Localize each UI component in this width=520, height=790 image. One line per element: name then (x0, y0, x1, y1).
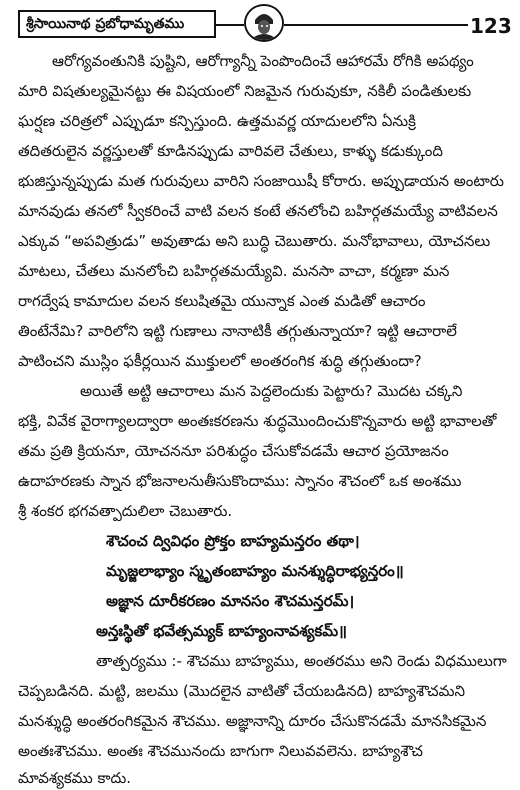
text-line: మావశ్యకము కాదు. (18, 769, 132, 787)
text-line: మారి విషతుల్యమైనట్టు ఈ విషయంలో నిజమైన గురువుకూ, నకిలీ పండితులకు (18, 82, 472, 100)
page-number: 123 (470, 14, 512, 38)
verse-line: అజ్ఞాన దూరీకరణం మానసం శౌచమన్తరమ్। (106, 592, 355, 610)
text-line: మానవుడు తనలో స్వీకరించే వాటి వలన కంటే తనలోంచి బహిర్గతమయ్యే వాటివలన (18, 202, 498, 220)
text-line: తదితరులైన వర్ణస్తులతో కూడినప్పుడు వారివలె చేతులు, కాళ్ళు కడుక్కుంది (18, 142, 443, 160)
text-line: ఘర్షణ చరిత్రలో ఎప్పుడూ కన్పిస్తుంది. ఉత్తమవర్ణ యాదులలోని ఏనుక్రి (18, 112, 416, 130)
verse-line: అన్తఃస్థితో భవేత్సమ్యక్ బాహ్యంనావశ్యకమ్॥ (96, 622, 348, 640)
verse-line: మృజ్జలాభ్యాం స్మృతంబాహ్యం మనశ్శుద్ధిరాభ్యన్తరం॥ (106, 562, 404, 580)
text-line: తమ ప్రతి క్రియనూ, యోచననూ పరిశుద్ధం చేసుకోవడమే ఆచార ప్రయోజనం (18, 442, 449, 460)
header-rule-right (284, 24, 468, 26)
text-line: మనశ్శుద్ధి అంతరంగికమైన శౌచము. అజ్ఞానాన్ని దూరం చేసుకొనడమే మానసికమైన (18, 712, 487, 730)
book-title-box (18, 10, 216, 38)
text-line: చెప్పబడినది. మట్టి, జలము (మొదలైన వాటితో చేయబడినది) బాహ్యశౌచమని (18, 682, 465, 700)
text-line: ఆరోగ్యవంతునికి పుష్టిని, ఆరోగ్యాన్నీ పెంపొందించే ఆహారమే రోగికి అపథ్యం (52, 52, 474, 70)
sai-baba-portrait-icon (244, 4, 284, 42)
header-rule-left (216, 24, 244, 26)
text-line: తాత్పర్యము :- శౌచము బాహ్యము, అంతరము అని రెండు విధములుగా (96, 652, 507, 670)
text-line: అంతఃశౌచము. అంతః శౌచమునందు బాగుగా నిలువవలెను. బాహ్యశౌచ (18, 742, 423, 760)
text-line: మాటలు, చేతలు మనలోంచి బహిర్గతమయ్యేవి. మనసా వాచా, కర్మణా మన (18, 262, 450, 280)
text-line: ఉదాహరణకు స్నాన భోజనాలనుతీసుకొందాము: స్నానం శౌచంలో ఒక అంశము (18, 472, 462, 490)
page-header (0, 0, 520, 46)
text-line: తింటేనేమి? వారిలోని ఇట్టి గుణాలు నానాటికీ తగ్గుతున్నాయా? ఇట్టి ఆచారాలే (18, 322, 457, 340)
text-line: భక్తి, వివేక వైరాగ్యాలద్వారా అంతఃకరణను శుద్ధమొందించుకొన్నవారు అట్టి భావాలతో (18, 412, 497, 430)
text-line: రాగద్వేష కామాదుల వలన కలుషితమై యున్నాక ఎంత మడితో ఆచారం (18, 292, 426, 310)
verse-line: శౌచంచ ద్వివిధం ప్రోక్తం బాహ్యమన్తరం తథా। (106, 532, 360, 550)
text-line: ఎక్కువ “అపవిత్రుడు” అవుతాడు అని బుద్ధి చెబుతారు. మనోభావాలు, యోచనలు (18, 232, 491, 250)
text-line: శ్రీ శంకర భగవత్పాదులిలా చెబుతారు. (18, 502, 233, 520)
text-line: పాటించని ముస్లిం ఫకీర్లయిన ముక్తులలో అంతరంగిక శుద్ధి తగ్గుతుందా? (18, 352, 422, 370)
text-line: భుజిస్తున్నప్పుడు మత గురువులు వారిని సంజాయిషీ కోరారు. అప్పుడాయన అంటారు (18, 172, 504, 190)
book-title: శ్రీసాయినాథ ప్రబోధామృతము (26, 16, 185, 32)
text-line: అయితే అట్టి ఆచారాలు మన పెద్దలెందుకు పెట్టారు? మొదట చక్కని (80, 382, 463, 400)
